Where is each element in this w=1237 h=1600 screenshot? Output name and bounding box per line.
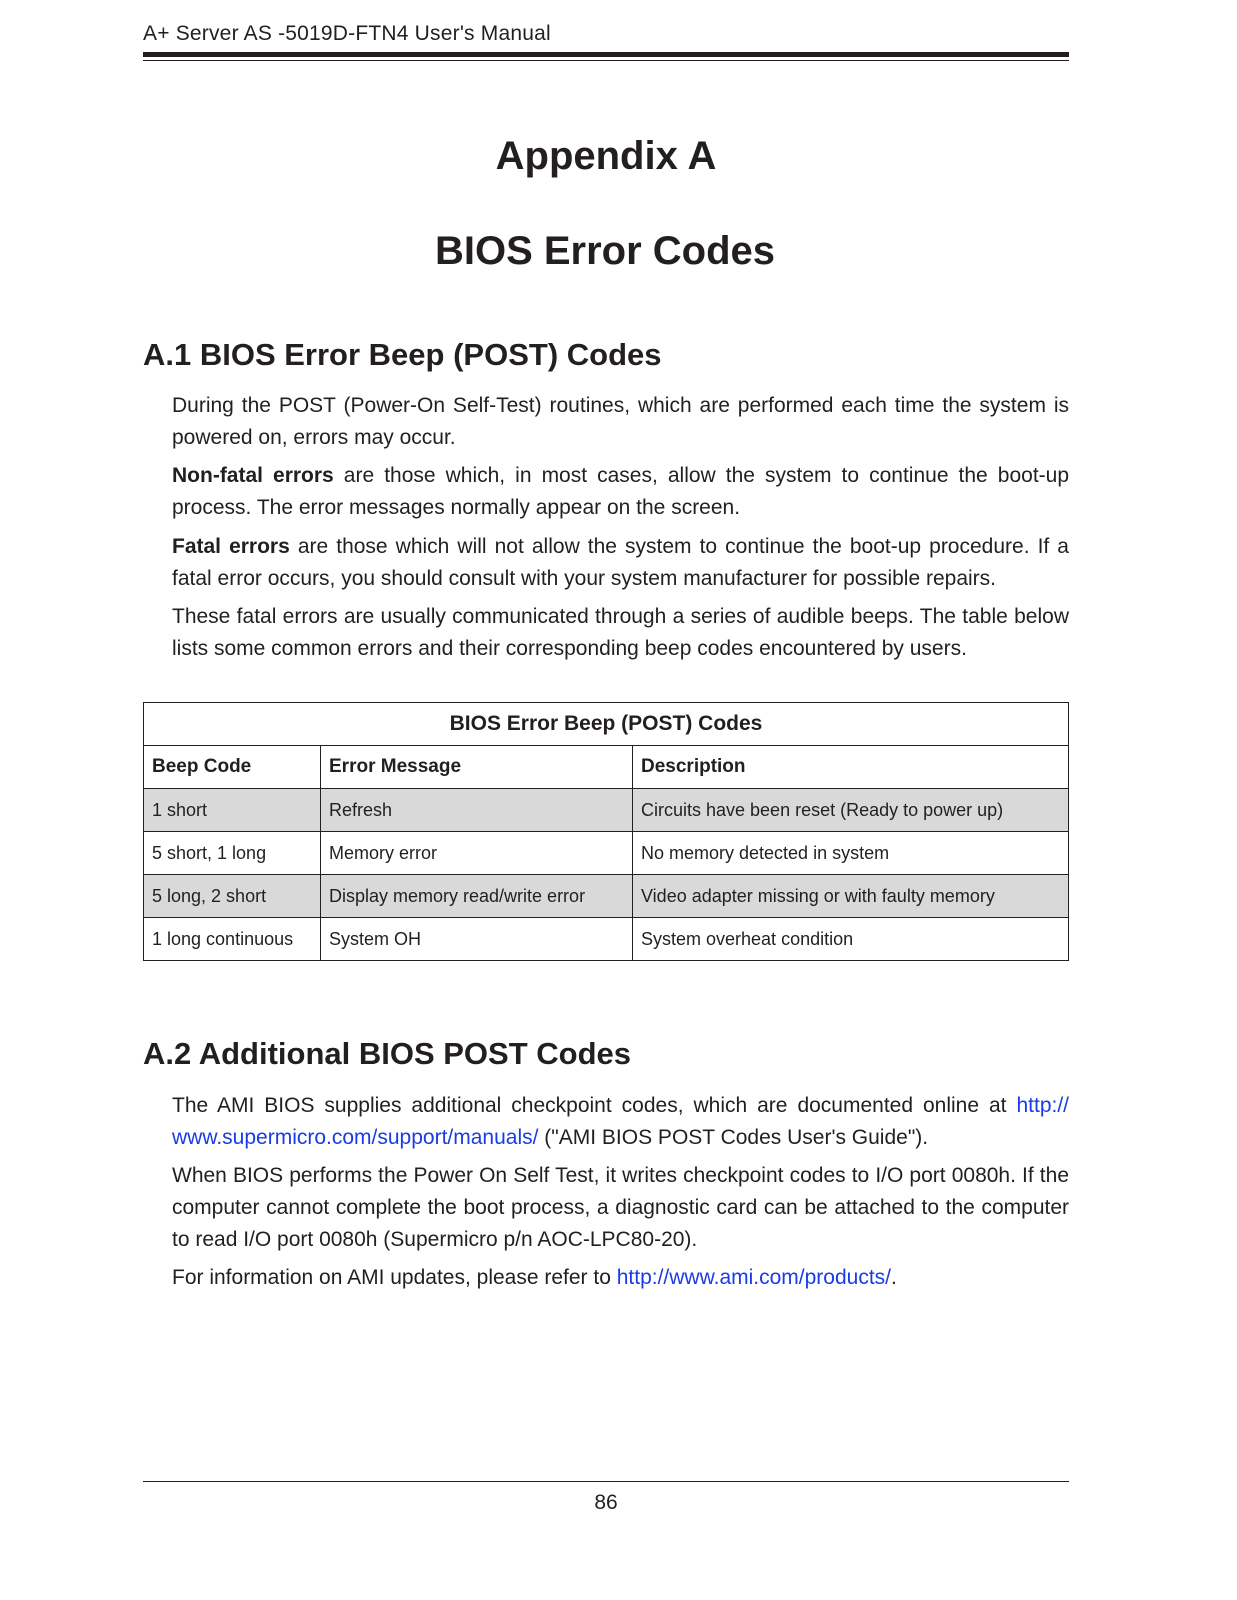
description-cell: No memory detected in system <box>633 832 1069 875</box>
section-a2-paragraph-1 <box>172 1090 1069 1154</box>
column-header-description: Description <box>633 746 1069 789</box>
beep-code-cell: 1 short <box>144 789 321 832</box>
column-header-error-message: Error Message <box>321 746 633 789</box>
error-message-cell: Display memory read/write error <box>321 875 633 918</box>
section-a1-paragraph-4: These fatal errors are usually communicated through a series of audible beeps. The table below lists some common errors and their corresponding beep codes encountered by users. <box>172 605 1069 660</box>
ami-updates-text: For information on AMI updates, please refer to <box>172 1266 617 1289</box>
running-header: A+ Server AS -5019D-FTN4 User's Manual <box>143 22 551 45</box>
table-row <box>144 875 1069 918</box>
beep-code-cell: 5 short, 1 long <box>144 832 321 875</box>
section-a1-paragraph-2 <box>172 460 1069 524</box>
chapter-title: BIOS Error Codes <box>434 229 776 273</box>
section-a1-heading: A.1 BIOS Error Beep (POST) Codes <box>143 337 662 372</box>
section-a1-paragraph-3 <box>172 531 1069 595</box>
ami-updates-period: . <box>891 1266 897 1289</box>
section-a2-paragraph-3 <box>172 1262 1069 1294</box>
header-rule-thick <box>143 52 1069 57</box>
error-message-cell: Memory error <box>321 832 633 875</box>
ami-products-link[interactable]: http://www.ami.com/products/ <box>616 1266 891 1289</box>
error-message-cell: System OH <box>321 918 633 961</box>
header-rule-thin <box>143 60 1069 61</box>
ami-checkpoint-text: The AMI BIOS supplies additional checkpoint codes, which are documented online at <box>172 1094 1017 1117</box>
footer-rule <box>143 1481 1069 1482</box>
section-a2-paragraph-2: When BIOS performs the Power On Self Test, it writes checkpoint codes to I/O port 0080h. If the computer cannot complete the boot process, a diagnostic card can be attached to the computer to read I/O port 0080h (Supermicro p/n AOC-LPC80-20). <box>172 1164 1069 1251</box>
table-row <box>144 918 1069 961</box>
description-cell: System overheat condition <box>633 918 1069 961</box>
section-a1-paragraph-1: During the POST (Power-On Self-Test) routines, which are performed each time the system is powered on, errors may occur. <box>172 394 1069 449</box>
non-fatal-errors-term: Non-fatal errors <box>172 464 334 487</box>
table-row <box>144 789 1069 832</box>
fatal-errors-text: are those which will not allow the system to continue the boot-up procedure. If a fatal error occurs, you should consult with your system manufacturer for possible repairs. <box>172 535 1069 590</box>
beep-code-cell: 5 long, 2 short <box>144 875 321 918</box>
error-message-cell: Refresh <box>321 789 633 832</box>
appendix-title: Appendix A <box>495 134 717 178</box>
page-number: 86 <box>594 1491 618 1514</box>
description-cell: Video adapter missing or with faulty memory <box>633 875 1069 918</box>
non-fatal-errors-text: are those which, in most cases, allow the system to continue the boot-up process. The error messages normally appear on the screen. <box>172 464 1069 519</box>
column-header-beep-code: Beep Code <box>144 746 321 789</box>
beep-code-cell: 1 long continuous <box>144 918 321 961</box>
beep-codes-table <box>143 702 1069 961</box>
supermicro-manuals-link[interactable]: http:// www.supermicro.com/support/manuals/ <box>172 1094 1069 1149</box>
section-a2-heading: A.2 Additional BIOS POST Codes <box>143 1036 632 1071</box>
table-caption: BIOS Error Beep (POST) Codes <box>144 703 1069 746</box>
table-row <box>144 832 1069 875</box>
fatal-errors-term: Fatal errors <box>172 535 290 558</box>
description-cell: Circuits have been reset (Ready to power up) <box>633 789 1069 832</box>
ami-guide-text: ("AMI BIOS POST Codes User's Guide"). <box>538 1126 929 1149</box>
